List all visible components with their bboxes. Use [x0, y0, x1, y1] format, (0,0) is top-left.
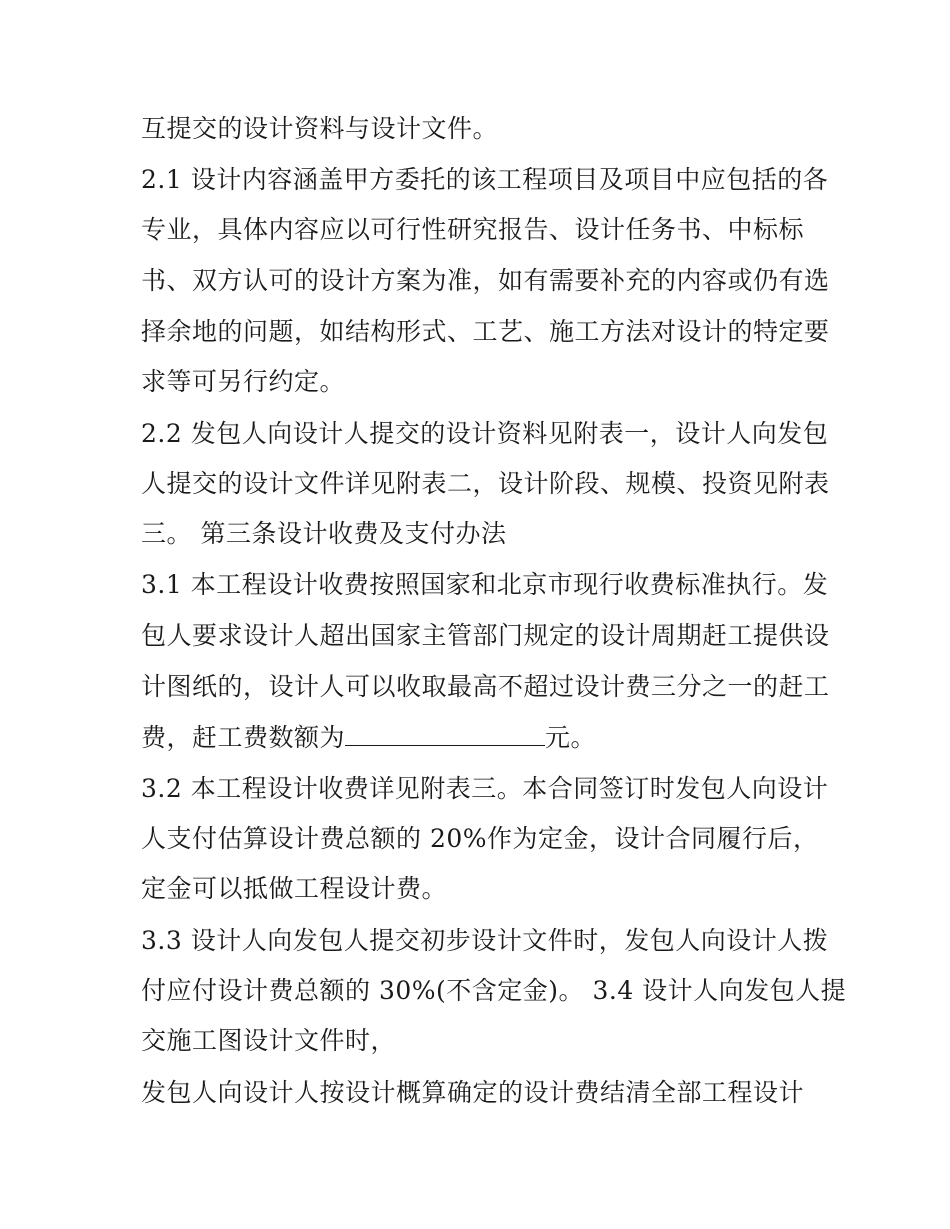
- text-line: 付应付设计费总额的 30%(不含定金)。 3.4 设计人向发包人提: [141, 976, 847, 1005]
- rush-fee-label: 费，赶工费数额为: [141, 723, 346, 752]
- text-line: 发包人向设计人按设计概算确定的设计费结清全部工程设计: [141, 1078, 805, 1107]
- text-line: 交施工图设计文件时，: [141, 1026, 397, 1055]
- rush-fee-line: [141, 723, 596, 753]
- text-line: 人提交的设计文件详见附表二，设计阶段、规模、投资见附表: [141, 469, 830, 498]
- text-line: 书、双方认可的设计方案为准，如有需要补充的内容或仍有选: [141, 266, 830, 295]
- text-line: 三。 第三条设计收费及支付办法: [141, 519, 507, 548]
- rush-fee-unit: 元。: [545, 723, 597, 752]
- text-line: 3.3 设计人向发包人提交初步设计文件时，发包人向设计人拨: [141, 926, 829, 955]
- text-line: 2.2 发包人向设计人提交的设计资料见附表一，设计人向发包: [141, 419, 829, 448]
- text-line: 计图纸的，设计人可以收取最高不超过设计费三分之一的赶工: [141, 672, 830, 701]
- text-line: 包人要求设计人超出国家主管部门规定的设计周期赶工提供设: [141, 621, 830, 650]
- text-line: 2.1 设计内容涵盖甲方委托的该工程项目及项目中应包括的各: [141, 165, 829, 194]
- text-line: 互提交的设计资料与设计文件。: [141, 114, 499, 143]
- text-line: 人支付估算设计费总额的 20%作为定金，设计合同履行后，: [141, 824, 819, 853]
- text-line: 择余地的问题，如结构形式、工艺、施工方法对设计的特定要: [141, 317, 830, 346]
- text-line: 定金可以抵做工程设计费。: [141, 874, 448, 903]
- text-line: 专业，具体内容应以可行性研究报告、设计任务书、中标标: [141, 215, 805, 244]
- text-line: 3.1 本工程设计收费按照国家和北京市现行收费标准执行。发: [141, 570, 829, 599]
- rush-fee-blank: [345, 723, 545, 746]
- text-line: 求等可另行约定。: [141, 367, 346, 396]
- text-line: 3.2 本工程设计收费详见附表三。本合同签订时发包人向设计: [141, 774, 829, 803]
